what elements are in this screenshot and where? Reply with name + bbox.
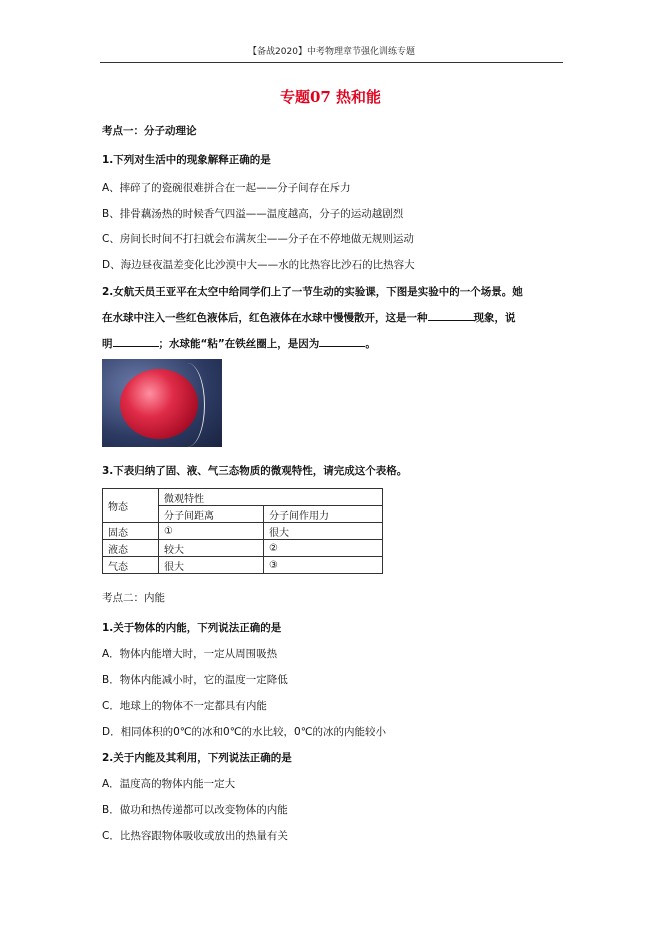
page-header: 【备战2020】中考物理章节强化训练专题 <box>248 47 415 57</box>
s2-q1-option-b: B．物体内能减小时，它的温度一定降低 <box>102 674 288 686</box>
table-row <box>103 540 383 557</box>
s1-q1-option-d: D、海边昼夜温差变化比沙漠中大——水的比热容比沙石的比热容大 <box>102 259 415 271</box>
water-ball-photo <box>102 359 222 447</box>
s1-q2-line3-a: 明 <box>102 338 113 350</box>
section2-heading: 考点二：内能 <box>102 592 165 604</box>
table-cell-force: 很大 <box>264 523 383 540</box>
s2-q1-option-d: D．相同体积的0℃的冰和0℃的水比较，0℃的冰的内能较小 <box>102 726 387 738</box>
s1-q1-option-c: C、房间长时间不打扫就会布满灰尘——分子在不停地做无规则运动 <box>102 233 414 245</box>
wire-loop <box>170 363 205 447</box>
s1-q2-line2-a: 在水球中注入一些红色液体后，红色液体在水球中慢慢散开，这是一种 <box>102 312 428 324</box>
s2-q2-option-c: C．比热容跟物体吸收或放出的热量有关 <box>102 830 288 842</box>
answer-blank-2 <box>113 336 159 347</box>
table-cell-state: 气态 <box>103 557 159 574</box>
table-cell-distance: 很大 <box>159 557 264 574</box>
s1-q2-line2 <box>102 310 516 325</box>
table-cell-state: 液态 <box>103 540 159 557</box>
s2-q1-option-a: A．物体内能增大时，一定从周围吸热 <box>102 648 278 660</box>
s1-q2-line3-c: 。 <box>365 338 376 350</box>
table-cell-force: ③ <box>264 557 383 574</box>
s1-q3-stem: 3.下表归纳了固、液、气三态物质的微观特性，请完成这个表格。 <box>102 465 408 477</box>
s1-q1-option-a: A、摔碎了的瓷碗很难拼合在一起——分子间存在斥力 <box>102 182 351 194</box>
table-cell-distance: 较大 <box>159 540 264 557</box>
table-header-state: 物态 <box>103 489 159 523</box>
s2-q1-option-c: C．地球上的物体不一定都具有内能 <box>102 700 267 712</box>
table-cell-force: ② <box>264 540 383 557</box>
answer-blank-3 <box>319 336 365 347</box>
page-title: 专题07 热和能 <box>279 88 382 106</box>
states-table <box>102 488 383 574</box>
s1-q1-stem: 1.下列对生活中的现象解释正确的是 <box>102 154 271 166</box>
table-cell-state: 固态 <box>103 523 159 540</box>
table-header-force: 分子间作用力 <box>264 506 383 523</box>
s2-q2-stem: 2.关于内能及其利用，下列说法正确的是 <box>102 752 292 764</box>
header-divider <box>100 62 563 63</box>
s1-q2-line3-b: ；水球能“粘”在铁丝圈上，是因为 <box>158 338 320 350</box>
answer-blank-1 <box>428 310 474 321</box>
s1-q2-line3 <box>102 336 376 351</box>
s1-q1-option-b: B、排骨藕汤热的时候香气四溢——温度越高，分子的运动越剧烈 <box>102 208 404 220</box>
table-cell-distance: ① <box>159 523 264 540</box>
table-row <box>103 557 383 574</box>
s1-q2-line1: 2.女航天员王亚平在太空中给同学们上了一节生动的实验课，下图是实验中的一个场景。她 <box>102 286 523 298</box>
table-header-distance: 分子间距离 <box>159 506 264 523</box>
section1-heading: 考点一：分子动理论 <box>102 125 197 137</box>
s2-q1-stem: 1.关于物体的内能，下列说法正确的是 <box>102 622 282 634</box>
s2-q2-option-a: A．温度高的物体内能一定大 <box>102 778 236 790</box>
table-row <box>103 523 383 540</box>
s2-q2-option-b: B．做功和热传递都可以改变物体的内能 <box>102 804 288 816</box>
s1-q2-line2-b: 现象，说 <box>473 312 516 324</box>
table-header-group: 微观特性 <box>159 489 383 506</box>
